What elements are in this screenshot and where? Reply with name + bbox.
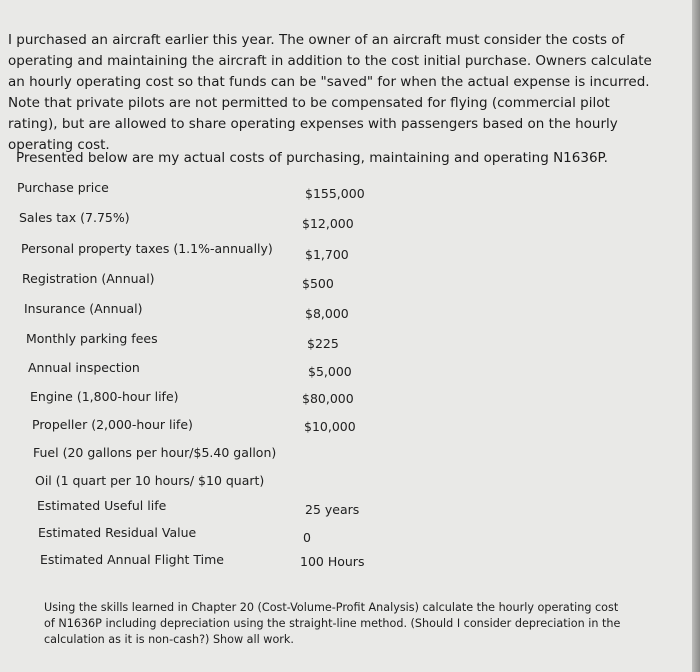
cost-value: $10,000: [304, 419, 356, 434]
cost-label: Sales tax (7.75%): [19, 210, 130, 225]
cost-label: Estimated Residual Value: [38, 525, 197, 540]
cost-value: $80,000: [302, 391, 354, 406]
cost-value: $500: [302, 276, 334, 291]
cost-label: Estimated Useful life: [37, 498, 167, 513]
cost-value: $225: [307, 336, 339, 351]
cost-value: 0: [303, 530, 311, 545]
cost-label: Personal property taxes (1.1%-annually): [21, 241, 273, 256]
cost-label: Propeller (2,000-hour life): [32, 417, 193, 432]
cost-label: Monthly parking fees: [26, 331, 158, 346]
cost-value: $12,000: [302, 216, 354, 231]
cost-label: Fuel (20 gallons per hour/$5.40 gallon): [33, 445, 277, 460]
cost-label: Oil (1 quart per 10 hours/ $10 quart): [35, 473, 265, 488]
cost-value: 25 years: [305, 502, 360, 517]
cost-value: $1,700: [305, 247, 349, 262]
cost-label: Insurance (Annual): [24, 301, 143, 316]
cost-label: Estimated Annual Flight Time: [40, 552, 225, 567]
cost-value: 100 Hours: [300, 554, 365, 569]
presented-text: Presented below are my actual costs of purchasing, maintaining and operating N1636P.: [16, 150, 608, 166]
cost-label: Annual inspection: [28, 360, 140, 375]
cost-label: Registration (Annual): [22, 271, 155, 286]
cost-value: $155,000: [305, 186, 365, 201]
question-text: Using the skills learned in Chapter 20 (Cost-Volume-Profit Analysis) calculate the hourly operating cost of N1636P including depreciation using the straight-line method. (Should I consider depreciation in the calculation as it is non-cash?) Show all work.: [44, 601, 621, 646]
cost-label: Engine (1,800-hour life): [30, 389, 179, 404]
cost-value: $8,000: [305, 306, 349, 321]
cost-value: $5,000: [308, 364, 352, 379]
cost-label: Purchase price: [17, 180, 109, 195]
page-edge-shadow: [692, 0, 700, 672]
intro-paragraph: I purchased an aircraft earlier this year. The owner of an aircraft must consider the costs of operating and maintaining the aircraft in addition to the cost initial purchase. Owners calculate an hourly operating cost so that funds can be "saved" for when the actual expense is incurred. Note that private pilots are not permitted to be compensated for flying (commercial pilot rating), but are allowed to share operating expenses with passengers based on the hourly operating cost.: [8, 32, 652, 153]
